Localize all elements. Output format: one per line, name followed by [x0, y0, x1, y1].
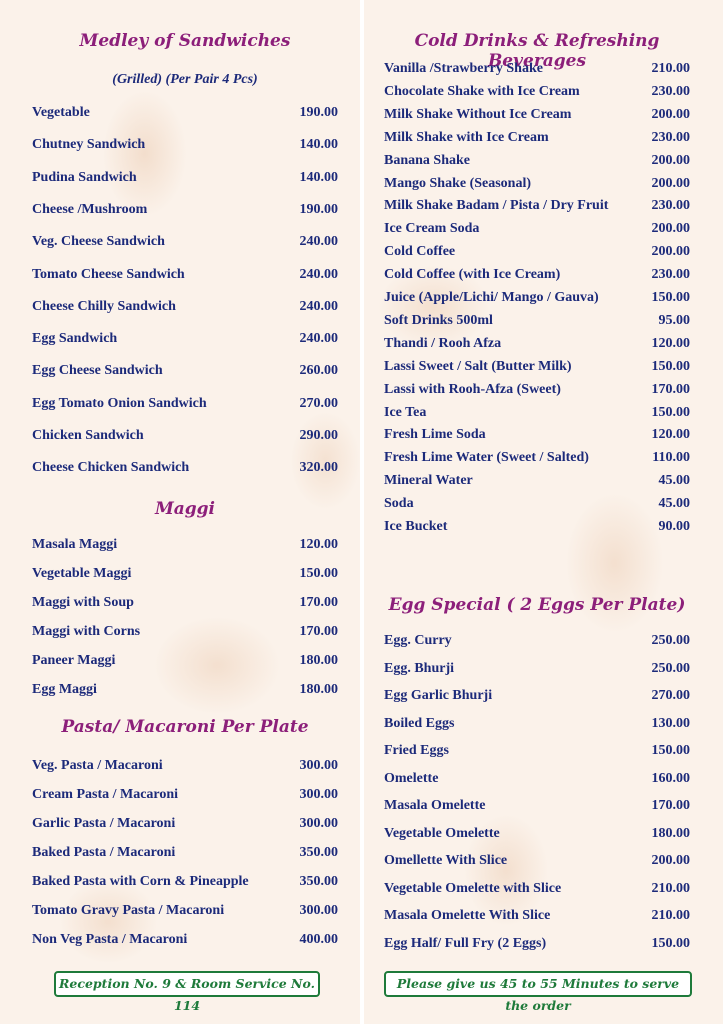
item-price: 300.00 — [299, 758, 338, 773]
menu-item — [32, 624, 338, 640]
item-name: Tomato Cheese Sandwich — [32, 266, 185, 282]
item-price: 300.00 — [299, 787, 338, 802]
item-price: 200.00 — [651, 221, 690, 237]
menu-item — [384, 473, 690, 489]
menu-item — [384, 688, 690, 704]
menu-item — [384, 771, 690, 787]
item-name: Masala Maggi — [32, 537, 118, 552]
item-name: Boiled Eggs — [384, 715, 455, 731]
menu-item — [32, 363, 338, 379]
item-name: Egg Tomato Onion Sandwich — [32, 395, 207, 411]
item-price: 210.00 — [651, 61, 690, 76]
column-divider — [360, 0, 364, 1024]
item-price: 200.00 — [651, 853, 690, 868]
menu-item — [32, 845, 338, 861]
item-name: Egg. Bhurji — [384, 660, 455, 676]
item-price: 400.00 — [299, 932, 338, 947]
menu-item — [32, 299, 338, 315]
menu-item — [384, 405, 690, 421]
item-name: Vegetable — [32, 105, 90, 120]
maggi-heading: Maggi — [154, 499, 216, 519]
item-price: 210.00 — [651, 908, 690, 923]
item-name: Masala Omelette — [384, 798, 486, 813]
item-price: 180.00 — [299, 682, 338, 697]
menu-item — [384, 450, 690, 466]
item-price: 160.00 — [651, 770, 690, 786]
item-name: Fresh Lime Soda — [384, 427, 486, 443]
item-price: 270.00 — [299, 395, 338, 411]
menu-item — [32, 460, 338, 476]
item-price: 250.00 — [651, 633, 690, 648]
menu-item — [32, 428, 338, 444]
menu-item — [32, 105, 338, 121]
menu-item — [384, 153, 690, 169]
menu-item — [384, 908, 690, 924]
item-price: 95.00 — [658, 312, 690, 328]
item-name: Vegetable Maggi — [32, 566, 132, 581]
item-price: 120.00 — [299, 537, 338, 552]
item-name: Garlic Pasta / Macaroni — [32, 816, 176, 831]
menu-item — [384, 313, 690, 329]
menu-item — [32, 758, 338, 774]
item-price: 140.00 — [299, 137, 338, 153]
menu-item — [32, 903, 338, 919]
item-name: Fried Eggs — [384, 743, 449, 758]
item-name: Tomato Gravy Pasta / Macaroni — [32, 903, 225, 918]
item-price: 320.00 — [299, 460, 338, 476]
item-price: 290.00 — [299, 428, 338, 443]
menu-item — [384, 359, 690, 375]
item-name: Cream Pasta / Macaroni — [32, 787, 179, 802]
sandwiches-subtitle: (Grilled) (Per Pair 4 Pcs) — [112, 72, 258, 87]
item-price: 150.00 — [651, 404, 690, 420]
item-name: Non Veg Pasta / Macaroni — [32, 932, 188, 947]
item-name: Vegetable Omelette — [384, 825, 500, 841]
item-name: Chicken Sandwich — [32, 428, 144, 443]
menu-item — [384, 244, 690, 260]
item-name: Baked Pasta with Corn & Pineapple — [32, 874, 249, 889]
item-name: Juice (Apple/Lichi/ Mango / Gauva) — [384, 290, 599, 305]
item-price: 230.00 — [651, 267, 690, 283]
menu-item — [384, 853, 690, 869]
item-price: 170.00 — [299, 595, 338, 610]
sandwiches-heading: Medley of Sandwiches — [79, 31, 291, 51]
menu-item — [32, 566, 338, 582]
item-price: 240.00 — [299, 266, 338, 282]
menu-item — [384, 61, 690, 77]
eggs-heading: Egg Special ( 2 Eggs Per Plate) — [388, 595, 686, 615]
item-price: 200.00 — [651, 244, 690, 260]
item-name: Chocolate Shake with Ice Cream — [384, 83, 580, 99]
item-price: 150.00 — [651, 935, 690, 951]
menu-item — [384, 519, 690, 535]
menu-item — [32, 234, 338, 250]
item-price: 230.00 — [651, 83, 690, 99]
item-name: Cheese Chilly Sandwich — [32, 298, 176, 314]
menu-item — [32, 331, 338, 347]
item-price: 250.00 — [651, 660, 690, 676]
menu-item — [384, 936, 690, 952]
menu-item — [384, 496, 690, 512]
item-price: 240.00 — [299, 234, 338, 250]
item-price: 150.00 — [651, 358, 690, 374]
item-name: Ice Tea — [384, 404, 427, 420]
menu-item — [32, 137, 338, 153]
item-price: 240.00 — [299, 298, 338, 314]
item-price: 45.00 — [658, 496, 690, 512]
menu-item — [384, 198, 690, 214]
menu-item — [384, 382, 690, 398]
item-price: 150.00 — [299, 566, 338, 581]
item-price: 150.00 — [651, 290, 690, 305]
menu-item — [32, 653, 338, 669]
menu-item — [32, 537, 338, 553]
item-name: Egg Sandwich — [32, 331, 118, 347]
item-name: Ice Cream Soda — [384, 221, 480, 237]
menu-item — [384, 130, 690, 146]
menu-item — [32, 396, 338, 412]
menu-item — [32, 267, 338, 283]
item-price: 230.00 — [651, 129, 690, 145]
menu-item — [32, 816, 338, 832]
item-name: Banana Shake — [384, 152, 470, 168]
item-price: 120.00 — [651, 335, 690, 351]
menu-item — [384, 661, 690, 677]
menu-item — [384, 826, 690, 842]
menu-item — [384, 336, 690, 352]
item-price: 270.00 — [651, 688, 690, 703]
item-name: Milk Shake Badam / Pista / Dry Fruit — [384, 198, 609, 214]
item-price: 240.00 — [299, 331, 338, 347]
item-name: Fresh Lime Water (Sweet / Salted) — [384, 450, 589, 466]
item-price: 140.00 — [299, 169, 338, 185]
item-price: 110.00 — [652, 450, 690, 466]
item-name: Egg Half/ Full Fry (2 Eggs) — [384, 935, 547, 951]
item-name: Mango Shake (Seasonal) — [384, 175, 532, 191]
item-price: 45.00 — [658, 473, 690, 489]
item-price: 190.00 — [299, 105, 338, 120]
item-price: 180.00 — [651, 825, 690, 841]
item-name: Cheese /Mushroom — [32, 201, 148, 217]
item-name: Veg. Pasta / Macaroni — [32, 758, 163, 773]
menu-item — [384, 176, 690, 192]
item-name: Baked Pasta / Macaroni — [32, 845, 176, 860]
item-name: Lassi Sweet / Salt (Butter Milk) — [384, 358, 572, 374]
item-price: 350.00 — [299, 845, 338, 860]
menu-item — [32, 932, 338, 948]
menu-item — [384, 267, 690, 283]
menu-item — [384, 221, 690, 237]
item-name: Milk Shake with Ice Cream — [384, 129, 549, 145]
menu-item — [384, 107, 690, 123]
item-price: 200.00 — [651, 106, 690, 122]
item-price: 120.00 — [651, 427, 690, 443]
item-price: 300.00 — [299, 903, 338, 918]
item-price: 200.00 — [651, 152, 690, 168]
item-name: Ice Bucket — [384, 519, 448, 534]
item-name: Maggi with Soup — [32, 595, 134, 610]
menu-item — [384, 716, 690, 732]
item-price: 130.00 — [651, 715, 690, 731]
item-name: Omellette With Slice — [384, 853, 508, 868]
item-price: 190.00 — [299, 201, 338, 217]
menu-item — [384, 427, 690, 443]
item-price: 90.00 — [658, 519, 690, 534]
item-price: 260.00 — [299, 363, 338, 379]
item-name: Lassi with Rooh-Afza (Sweet) — [384, 381, 561, 397]
item-name: Mineral Water — [384, 473, 473, 489]
menu-item — [384, 881, 690, 897]
item-name: Cheese Chicken Sandwich — [32, 460, 190, 476]
item-price: 300.00 — [299, 816, 338, 831]
item-name: Soda — [384, 496, 414, 512]
pasta-heading: Pasta/ Macaroni Per Plate — [61, 717, 309, 737]
menu-item — [384, 290, 690, 306]
item-name: Egg Maggi — [32, 682, 97, 697]
drinks-heading: Cold Drinks & Refreshing Beverages — [414, 31, 660, 71]
item-price: 200.00 — [651, 175, 690, 191]
item-name: Cold Coffee (with Ice Cream) — [384, 267, 561, 283]
item-price: 170.00 — [651, 798, 690, 813]
item-name: Egg. Curry — [384, 633, 452, 648]
item-name: Milk Shake Without Ice Cream — [384, 106, 572, 122]
item-price: 210.00 — [651, 880, 690, 896]
item-name: Omelette — [384, 770, 439, 786]
menu-item — [32, 170, 338, 186]
menu-item — [32, 595, 338, 611]
item-price: 350.00 — [299, 874, 338, 889]
item-price: 150.00 — [651, 743, 690, 758]
item-name: Paneer Maggi — [32, 653, 116, 668]
item-name: Vegetable Omelette with Slice — [384, 880, 562, 896]
menu-item — [32, 682, 338, 698]
item-price: 170.00 — [651, 381, 690, 397]
menu-item — [384, 84, 690, 100]
item-name: Cold Coffee — [384, 244, 456, 260]
menu-item — [384, 633, 690, 649]
item-name: Pudina Sandwich — [32, 169, 137, 185]
menu-item — [32, 787, 338, 803]
menu-item — [384, 743, 690, 759]
item-name: Veg. Cheese Sandwich — [32, 234, 165, 250]
serving-time-banner: Please give us 45 to 55 Minutes to serve the order — [384, 971, 692, 997]
item-price: 170.00 — [299, 624, 338, 639]
reception-banner: Reception No. 9 & Room Service No. 114 — [54, 971, 320, 997]
item-name: Egg Cheese Sandwich — [32, 363, 163, 379]
item-name: Soft Drinks 500ml — [384, 312, 493, 328]
item-name: Egg Garlic Bhurji — [384, 688, 493, 703]
menu-item — [384, 798, 690, 814]
item-name: Thandi / Rooh Afza — [384, 335, 502, 351]
item-name: Chutney Sandwich — [32, 137, 146, 153]
item-price: 180.00 — [299, 653, 338, 668]
item-name: Masala Omelette With Slice — [384, 908, 551, 923]
item-name: Maggi with Corns — [32, 624, 141, 639]
menu-item — [32, 874, 338, 890]
item-price: 230.00 — [651, 198, 690, 214]
menu-item — [32, 202, 338, 218]
item-name: Vanilla /Strawberry Shake — [384, 61, 543, 76]
